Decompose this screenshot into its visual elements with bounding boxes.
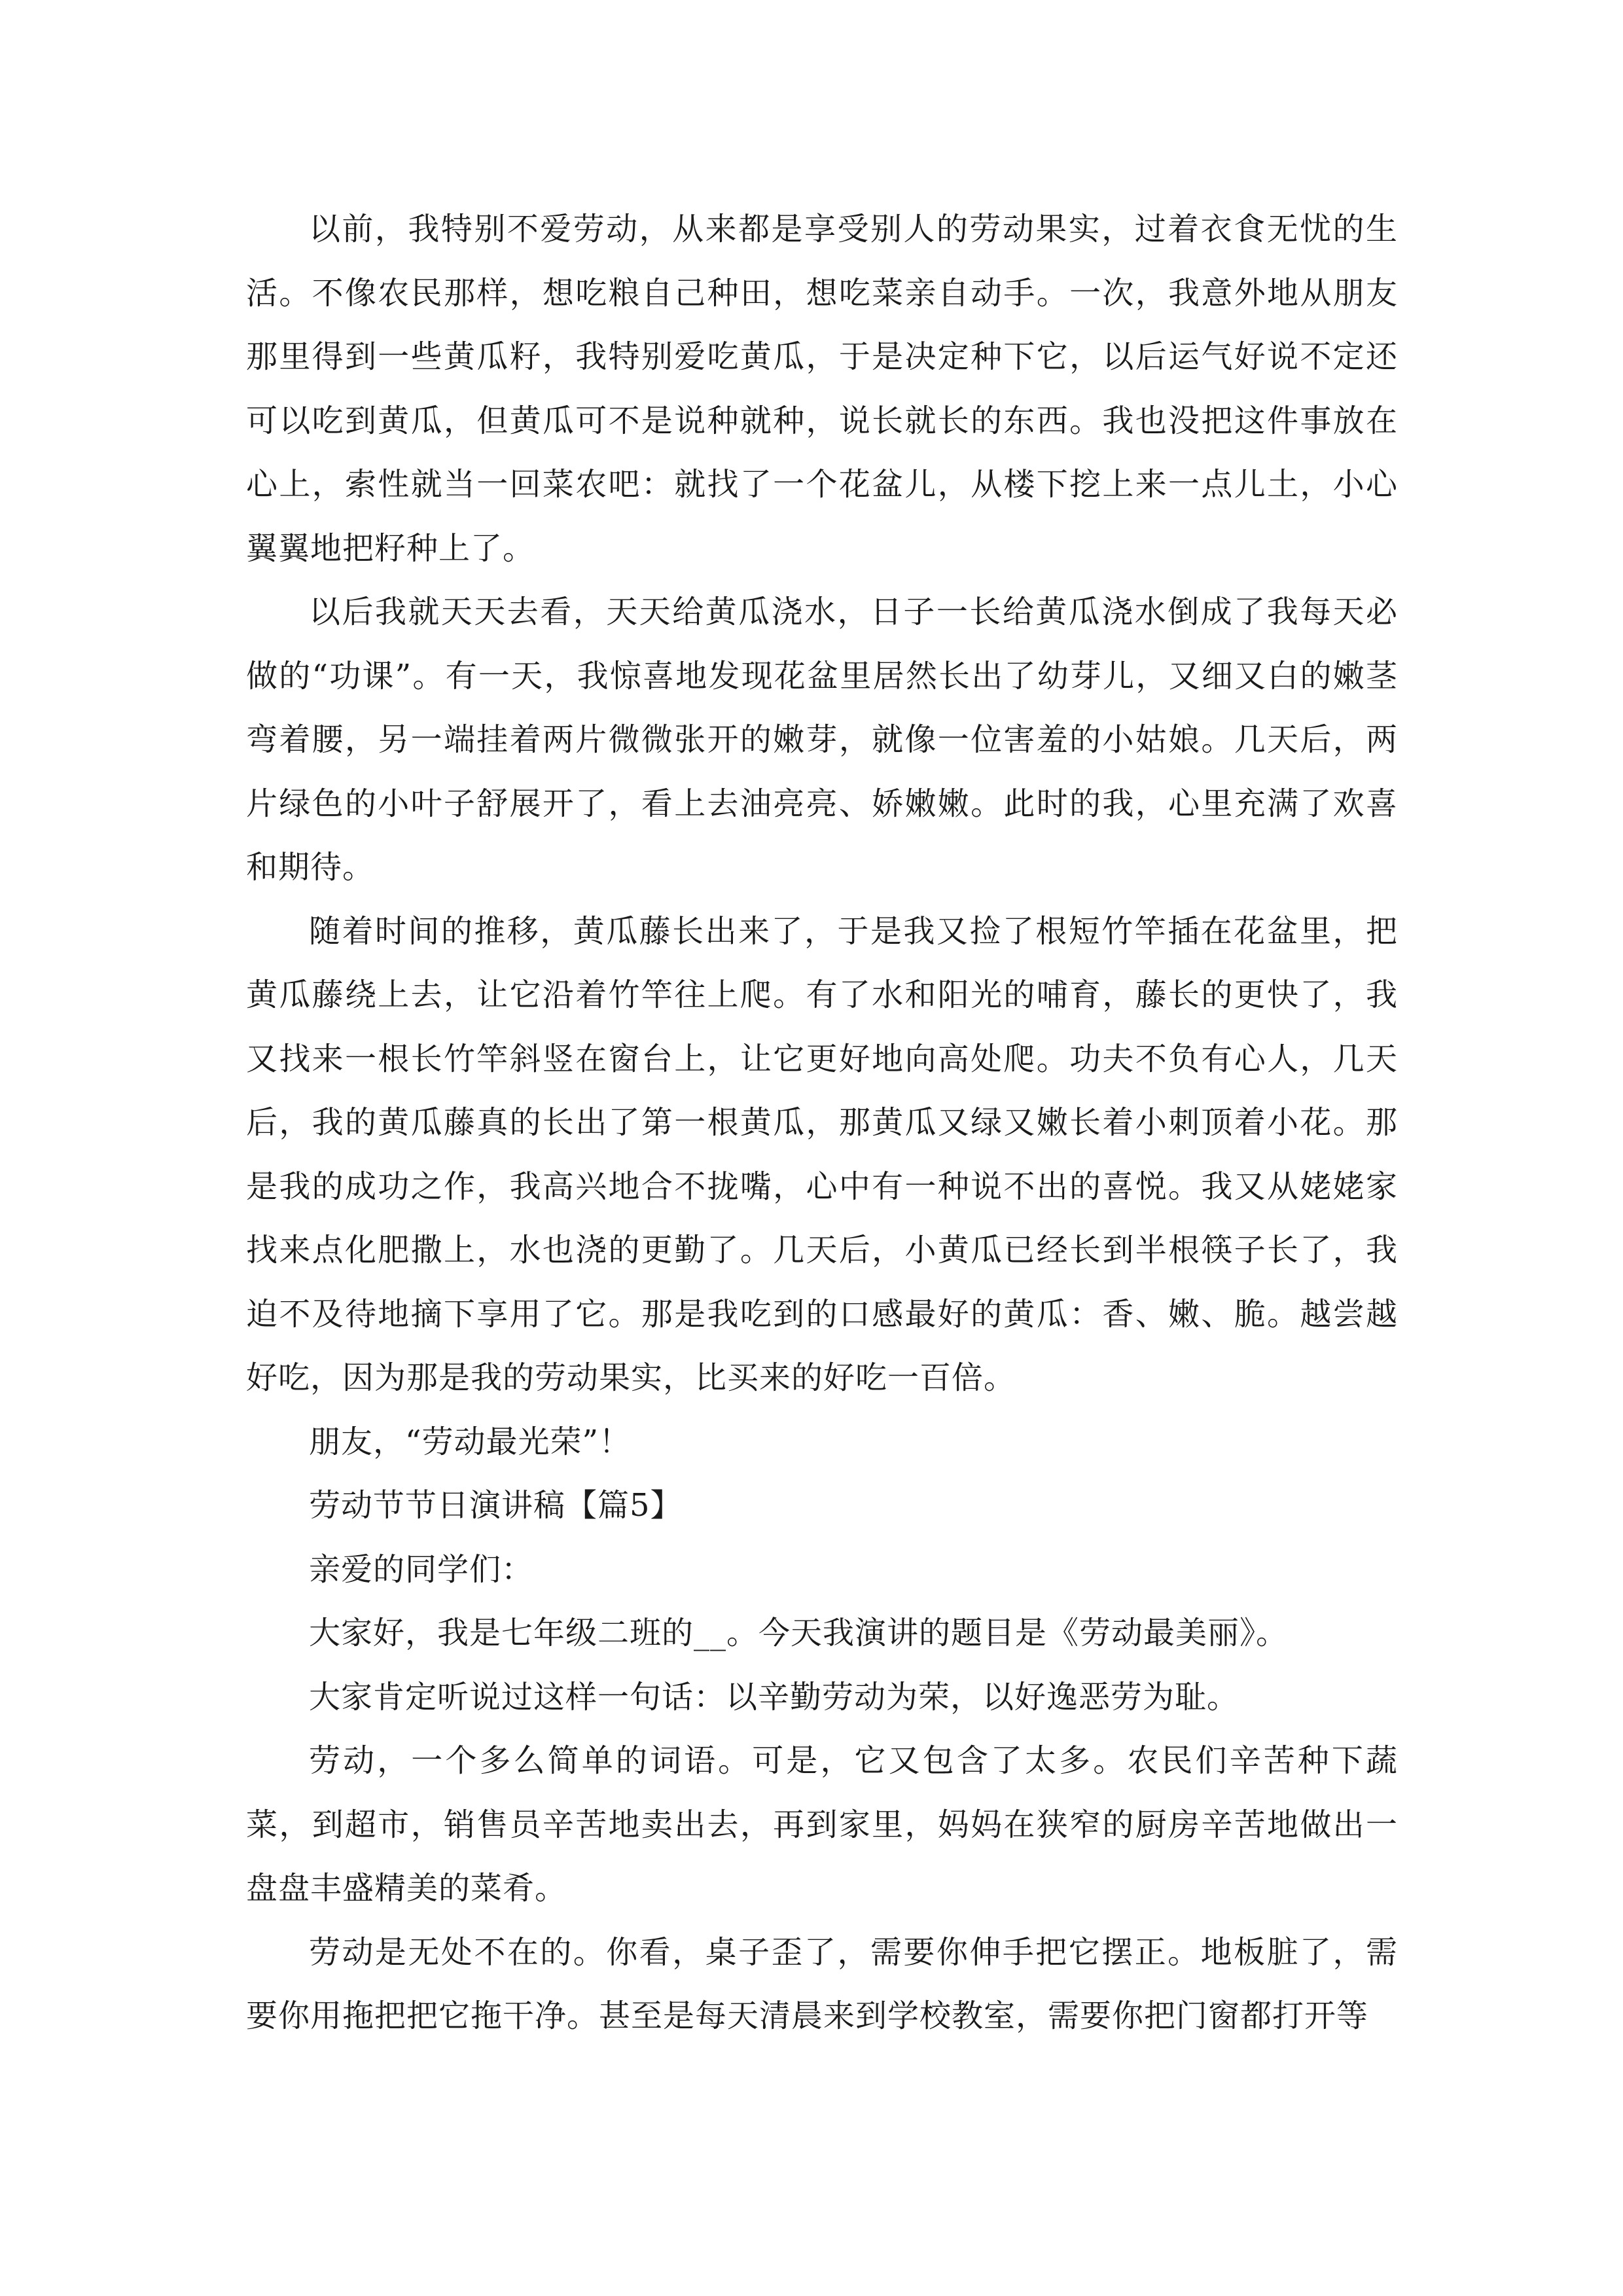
paragraph-labor-everywhere: 劳动是无处不在的。你看，桌子歪了，需要你伸手把它摆正。地板脏了，需要你用拖把把它拖干净。甚至是每天清晨来到学校教室，需要你把门窗都打开等 <box>246 1933 1398 2034</box>
paragraph-cucumber-harvest: 随着时间的推移，黄瓜藤长出来了，于是我又捡了根短竹竿插在花盆里，把黄瓜藤绕上去，让它沿着竹竿往上爬。有了水和阳光的哺育，藤长的更快了，我又找来一根长竹竿斜竖在窗台上，让它更好地向高处爬。功夫不负有心人，几天后，我的黄瓜藤真的长出了第一根黄瓜，那黄瓜又绿又嫩长着小刺顶着小花。那是我的成功之作，我高兴地合不拢嘴，心中有一种说不出的喜悦。我又从姥姥家找来点化肥撒上，水也浇的更勤了。几天后，小黄瓜已经长到半根筷子长了，我迫不及待地摘下享用了它。那是我吃到的口感最好的黄瓜：香、嫩、脆。越尝越好吃，因为那是我的劳动果实，比买来的好吃一百倍。 <box>246 912 1398 1396</box>
paragraph-greeting: 大家好，我是七年级二班的__。今天我演讲的题目是《劳动最美丽》。 <box>309 1615 1289 1651</box>
salutation: 亲爱的同学们： <box>309 1551 534 1588</box>
section-heading: 劳动节节日演讲稿【篇5】 <box>309 1487 683 1524</box>
paragraph-cucumber-sprout: 以后我就天天去看，天天给黄瓜浇水，日子一长给黄瓜浇水倒成了我每天必做的“功课”。有一天，我惊喜地发现花盆里居然长出了幼芽儿，又细又白的嫩茎弯着腰，另一端挂着两片微微张开的嫩芽，就像一位害羞的小姑娘。几天后，两片绿色的小叶子舒展开了，看上去油亮亮、娇嫩嫩。此时的我，心里充满了欢喜和期待。 <box>246 594 1398 886</box>
document-body <box>246 198 1398 2049</box>
paragraph-closing-line: 朋友，“劳动最光荣”！ <box>309 1423 632 1460</box>
paragraph-cucumber-intro: 以前，我特别不爱劳动，从来都是享受别人的劳动果实，过着衣食无忧的生活。不像农民那样，想吃粮自己种田，想吃菜亲自动手。一次，我意外地从朋友那里得到一些黄瓜籽，我特别爱吃黄瓜，于是决定种下它，以后运气好说不定还可以吃到黄瓜，但黄瓜可不是说种就种，说长就长的东西。我也没把这件事放在心上，索性就当一回菜农吧：就找了一个花盆儿，从楼下挖上来一点儿土，小心翼翼地把籽种上了。 <box>246 211 1398 567</box>
paragraph-saying: 大家肯定听说过这样一句话：以辛勤劳动为荣，以好逸恶劳为耻。 <box>309 1678 1240 1715</box>
paragraph-labor-definition: 劳动，一个多么简单的词语。可是，它又包含了太多。农民们辛苦种下蔬菜，到超市，销售员辛苦地卖出去，再到家里，妈妈在狭窄的厨房辛苦地做出一盘盘丰盛精美的菜肴。 <box>246 1742 1398 1907</box>
